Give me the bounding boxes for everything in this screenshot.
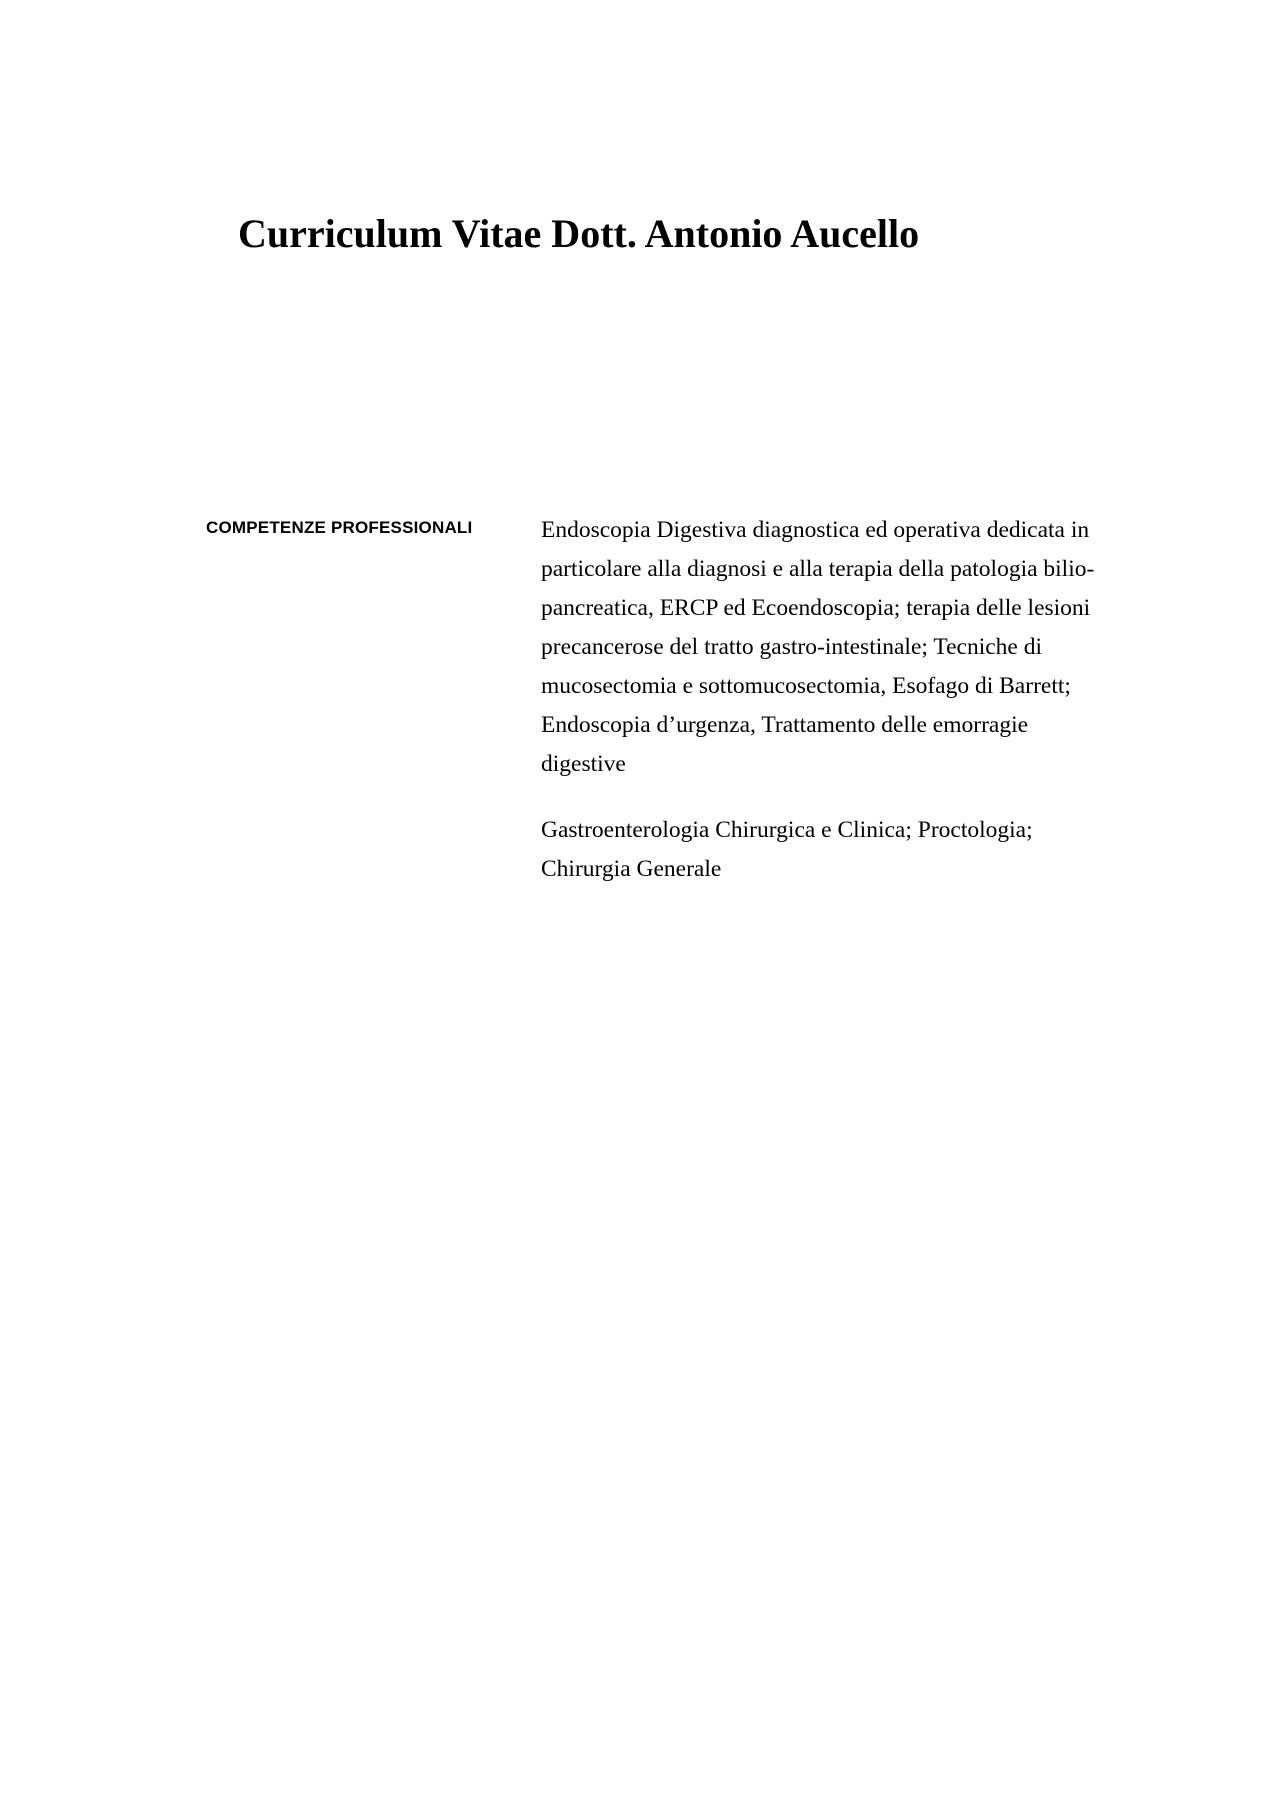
section-label: COMPETENZE PROFESSIONALI	[206, 518, 473, 537]
section-paragraph-gastroenterologia: Gastroenterologia Chirurgica e Clinica; Proctologia; Chirurgia Generale	[541, 817, 1033, 882]
section-body	[541, 511, 1101, 916]
document-title: Curriculum Vitae Dott. Antonio Aucello	[238, 211, 920, 256]
section-paragraph-endoscopia: Endoscopia Digestiva diagnostica ed operativa dedicata in particolare alla diagnosi e alla terapia della patologia bilio-pancreatica, ERCP ed Ecoendoscopia; terapia delle lesioni precancerose del tratto gastro-intestinale; Tecniche di mucosectomia e sottomucosectomia, Esofago di Barrett; Endoscopia d’urgenza, Trattamento delle emorragie digestive	[541, 517, 1095, 777]
